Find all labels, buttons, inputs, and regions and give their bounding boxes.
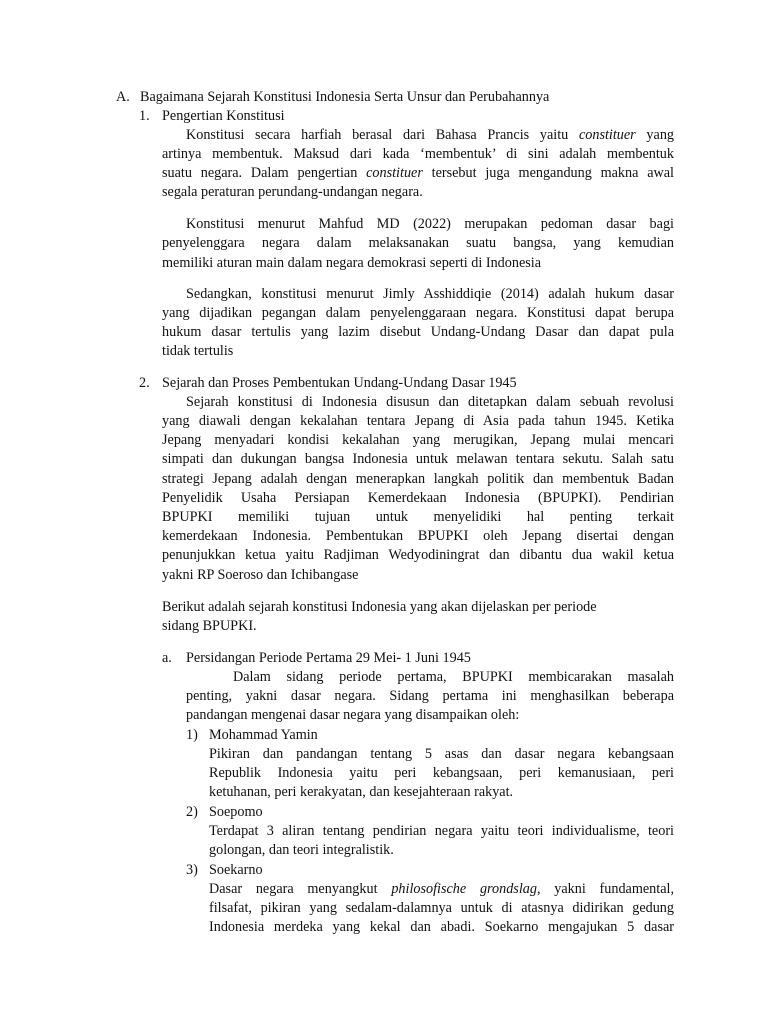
paragraph-line: pandangan mengenai dasar negara yang disampaikan oleh: xyxy=(186,707,520,723)
paragraph-line: simpati dan dukungan bangsa Indonesia untuk melawan tentara sekutu. Salah satu xyxy=(162,451,674,467)
paragraph-line: tidak tertulis xyxy=(162,343,234,359)
paragraph-line: Sedangkan, konstitusi menurut Jimly Asshiddiqie (2014) adalah hukum dasar xyxy=(186,286,674,302)
section-a-label: A. xyxy=(116,89,130,105)
paragraph-line: Terdapat 3 aliran tentang pendirian negara yaitu teori individualisme, teori xyxy=(209,823,674,839)
paragraph-line: Republik Indonesia yaitu peri kebangsaan, peri kemanusiaan, peri xyxy=(209,765,674,781)
paragraph-line: Konstitusi menurut Mahfud MD (2022) merupakan pedoman dasar bagi xyxy=(186,216,674,232)
item-1-label: 1. xyxy=(139,108,150,124)
paragraph-line: penunjukkan ketua yaitu Radjiman Wedyodiningrat dan dibantu dua wakil ketua xyxy=(162,547,674,563)
paragraph-line: yakni RP Soeroso dan Ichibangase xyxy=(162,567,359,583)
paragraph-line: kemerdekaan Indonesia. Pembentukan BPUPKI oleh Jepang disertai dengan xyxy=(162,528,674,544)
item-2-label: 2. xyxy=(139,375,150,391)
speaker-2-name: Soepomo xyxy=(209,804,263,820)
paragraph-line: strategi Jepang adalah dengan menerapkan langkah politik dan membentuk Badan xyxy=(162,471,674,487)
paragraph-line: memiliki aturan main dalam negara demokrasi seperti di Indonesia xyxy=(162,255,541,271)
paragraph-line: yang dijadikan pegangan dalam penyelenggaraan negara. Konstitusi dapat berupa xyxy=(162,305,674,321)
paragraph-line: artinya membentuk. Maksud dari kada ‘membentuk’ di sini adalah membentuk xyxy=(162,146,674,162)
speaker-1-label: 1) xyxy=(186,727,198,743)
paragraph-line: Dalam sidang periode pertama, BPUPKI membicarakan masalah xyxy=(233,669,674,685)
paragraph-line: hukum dasar tertulis yang lazim disebut Undang-Undang Dasar dan dapat pula xyxy=(162,324,674,340)
speaker-3-label: 3) xyxy=(186,862,198,878)
speaker-2-label: 2) xyxy=(186,804,198,820)
item-a-title: Persidangan Periode Pertama 29 Mei- 1 Juni 1945 xyxy=(186,650,471,666)
section-a-title: Bagaimana Sejarah Konstitusi Indonesia Serta Unsur dan Perubahannya xyxy=(140,89,550,105)
paragraph-line: Indonesia merdeka yang kekal dan abadi. Soekarno mengajukan 5 dasar xyxy=(209,919,674,935)
item-1-title: Pengertian Konstitusi xyxy=(162,108,285,124)
paragraph-line: BPUPKI memiliki tujuan untuk menyelidiki hal penting terkait xyxy=(162,509,674,525)
paragraph-line: penyelenggara negara dalam melaksanakan suatu bangsa, yang kemudian xyxy=(162,235,674,251)
paragraph-line: golongan, dan teori integralistik. xyxy=(209,842,394,858)
speaker-1-name: Mohammad Yamin xyxy=(209,727,318,743)
paragraph-line: Dasar negara menyangkut philosofische grondslag, yakni fundamental, xyxy=(209,881,675,897)
paragraph-line: Konstitusi secara harfiah berasal dari Bahasa Prancis yaitu constituer yang xyxy=(186,127,675,143)
item-2-title: Sejarah dan Proses Pembentukan Undang-Undang Dasar 1945 xyxy=(162,375,517,391)
paragraph-line: filsafat, pikiran yang sedalam-dalamnya untuk di atasnya didirikan gedung xyxy=(209,900,674,916)
paragraph-line: Sejarah konstitusi di Indonesia disusun dan ditetapkan dalam sebuah revolusi xyxy=(186,394,674,410)
paragraph-line: segala peraturan perundang-undangan negara. xyxy=(162,184,423,200)
paragraph-line: sidang BPUPKI. xyxy=(162,618,257,634)
paragraph-line: Pikiran dan pandangan tentang 5 asas dan dasar negara kebangsaan xyxy=(209,746,674,762)
speaker-3-name: Soekarno xyxy=(209,862,263,878)
paragraph-line: suatu negara. Dalam pengertian constituer tersebut juga mengandung makna awal xyxy=(162,165,674,181)
paragraph-line: yang diawali dengan kekalahan tentara Jepang di Asia pada tahun 1945. Ketika xyxy=(162,413,674,429)
paragraph-line: ketuhanan, peri kerakyatan, dan kesejahteraan rakyat. xyxy=(209,784,514,800)
paragraph-line: penting, yakni dasar negara. Sidang pertama ini menghasilkan beberapa xyxy=(186,688,674,704)
paragraph-line: Penyelidik Usaha Persiapan Kemerdekaan Indonesia (BPUPKI). Pendirian xyxy=(162,490,674,506)
paragraph-line: Berikut adalah sejarah konstitusi Indonesia yang akan dijelaskan per periode xyxy=(162,599,597,615)
paragraph-line: Jepang menyadari kondisi kekalahan yang merugikan, Jepang mulai mencari xyxy=(162,432,674,448)
item-a-label: a. xyxy=(162,650,172,666)
